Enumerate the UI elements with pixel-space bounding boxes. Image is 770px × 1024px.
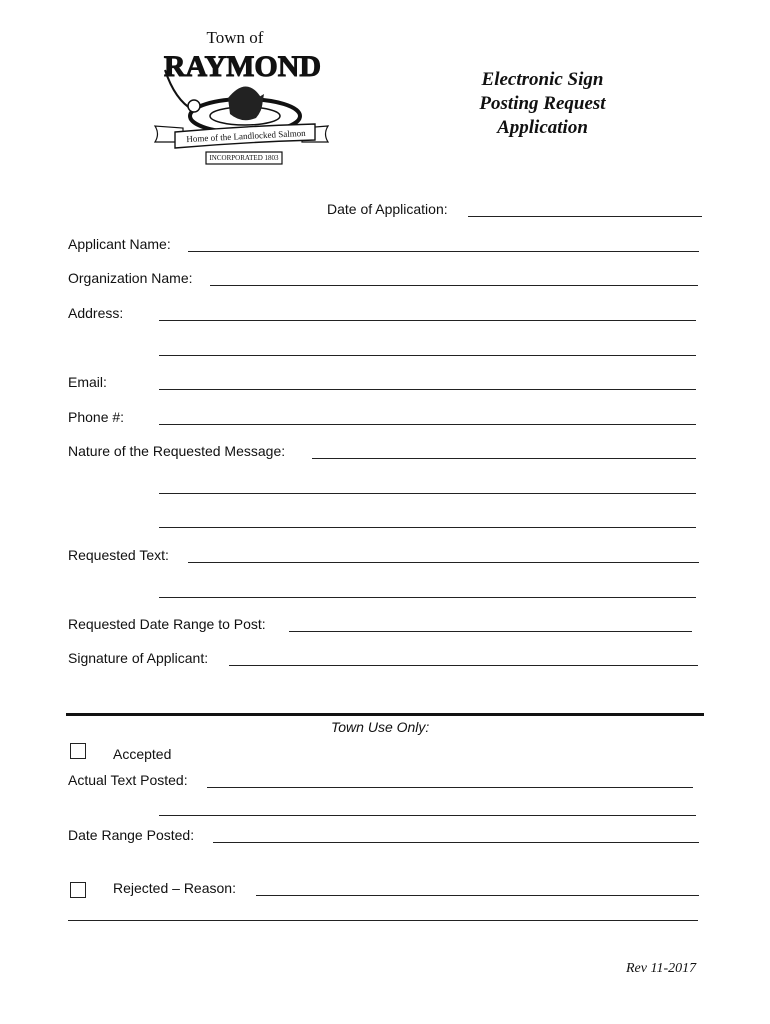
- logo-banner-text: Home of the Landlocked Salmon: [186, 127, 306, 145]
- rejected-checkbox[interactable]: [70, 882, 86, 898]
- applicant-name-field[interactable]: [188, 251, 699, 252]
- town-logo: [150, 28, 335, 178]
- nature-of-message-field-line-2[interactable]: [159, 493, 696, 494]
- nature-of-message-label: Nature of the Requested Message:: [68, 443, 286, 459]
- form-title: [450, 68, 635, 140]
- nature-of-message-field-line-3[interactable]: [159, 527, 696, 528]
- date-range-posted-label: Date Range Posted:: [68, 827, 195, 843]
- phone-field[interactable]: [159, 424, 696, 425]
- signature-label: Signature of Applicant:: [68, 650, 209, 666]
- requested-text-field-line-1[interactable]: [188, 562, 699, 563]
- organization-name-label: Organization Name:: [68, 270, 193, 286]
- date-range-posted-field[interactable]: [213, 842, 699, 843]
- rejected-reason-field-line-2[interactable]: [68, 920, 698, 921]
- revision-label: Rev 11-2017: [626, 961, 697, 976]
- address-field-line-2[interactable]: [159, 355, 696, 356]
- address-label: Address:: [68, 305, 124, 321]
- requested-text-field-line-2[interactable]: [159, 597, 696, 598]
- nature-of-message-field-line-1[interactable]: [312, 458, 696, 459]
- phone-label: Phone #:: [68, 409, 125, 425]
- logo-town-of: Town of: [206, 28, 264, 47]
- accepted-label: Accepted: [113, 746, 172, 762]
- logo-raymond: RAYMOND: [163, 50, 322, 83]
- date-of-application-label: Date of Application:: [327, 201, 448, 217]
- accepted-checkbox[interactable]: [70, 743, 86, 759]
- town-use-divider: [66, 713, 704, 716]
- signature-field[interactable]: [229, 665, 698, 666]
- rejected-reason-label: Rejected – Reason:: [113, 880, 236, 896]
- email-field[interactable]: [159, 389, 696, 390]
- actual-text-posted-field-line-1[interactable]: [207, 787, 693, 788]
- form-title-line-3: Application: [497, 117, 588, 138]
- date-of-application-field[interactable]: [468, 216, 702, 217]
- logo-incorporated: INCORPORATED 1803: [209, 154, 279, 162]
- requested-date-range-field[interactable]: [289, 631, 692, 632]
- organization-name-field[interactable]: [210, 285, 698, 286]
- email-label: Email:: [68, 374, 107, 390]
- form-title-line-2: Posting Request: [479, 93, 606, 114]
- actual-text-posted-field-line-2[interactable]: [159, 815, 696, 816]
- applicant-name-label: Applicant Name:: [68, 236, 171, 252]
- requested-text-label: Requested Text:: [68, 547, 169, 563]
- actual-text-posted-label: Actual Text Posted:: [68, 772, 188, 788]
- form-title-line-1: Electronic Sign: [481, 69, 604, 90]
- rejected-reason-field-line-1[interactable]: [256, 895, 699, 896]
- town-use-heading: Town Use Only:: [331, 719, 430, 735]
- requested-date-range-label: Requested Date Range to Post:: [68, 616, 266, 632]
- address-field-line-1[interactable]: [159, 320, 696, 321]
